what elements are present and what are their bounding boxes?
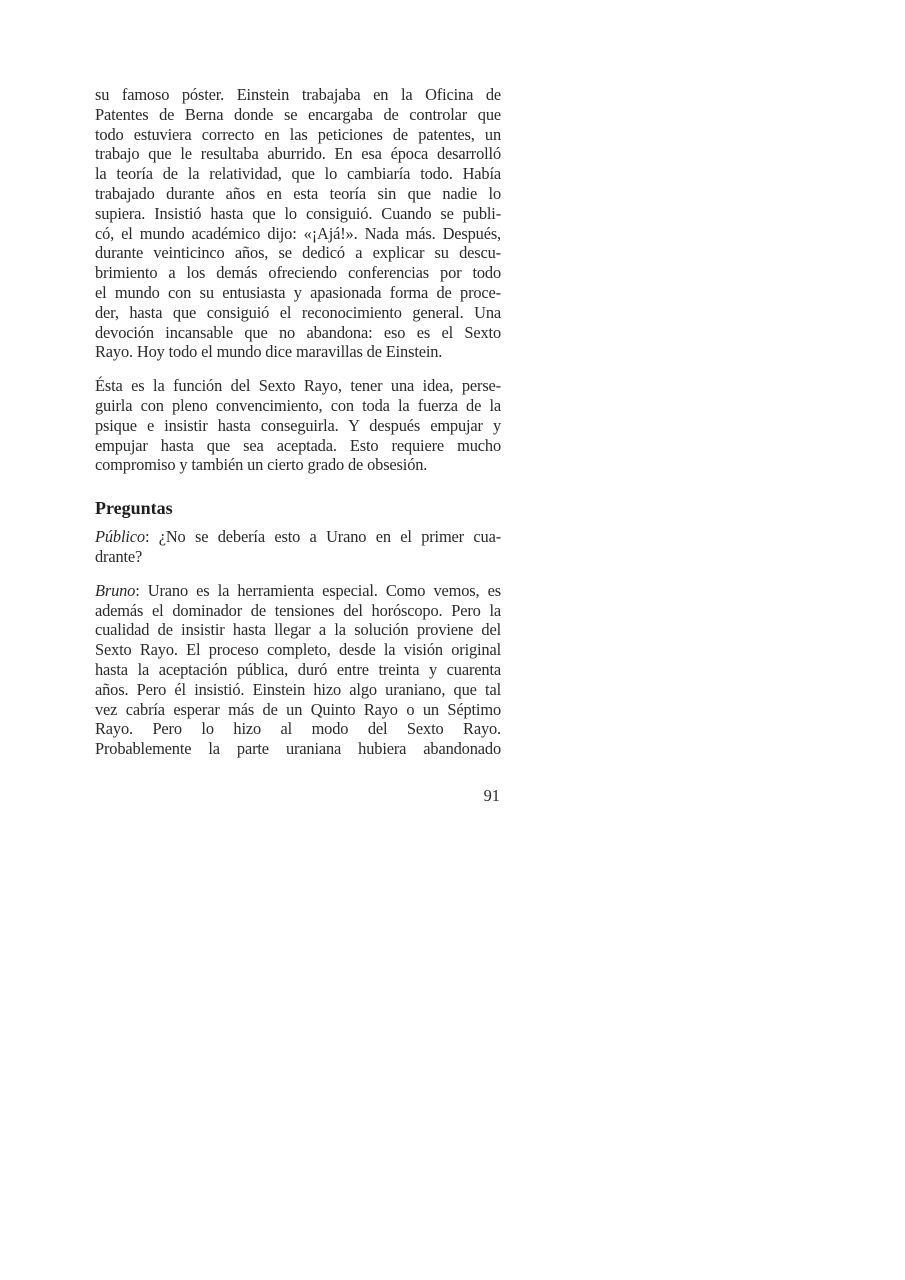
text-line: brimiento a los demás ofreciendo conferencias por todo xyxy=(95,263,501,283)
text-line xyxy=(95,527,501,547)
text-line: guirla con pleno convencimiento, con toda la fuerza de la xyxy=(95,395,501,415)
text-line: Ésta es la función del Sexto Rayo, tener una idea, perse- xyxy=(95,376,501,396)
text-line: hasta la aceptación pública, duró entre treinta y cuarenta xyxy=(95,659,501,679)
text-line: vez cabría esperar más de un Quinto Rayo o un Séptimo xyxy=(95,699,501,719)
paragraph-einstein xyxy=(95,85,501,362)
section-heading: Preguntas xyxy=(95,498,173,519)
text-line: su famoso póster. Einstein trabajaba en la Oficina de xyxy=(95,85,501,104)
text-line: cualidad de insistir hasta llegar a la solución proviene del xyxy=(95,620,501,640)
paragraph-spacer xyxy=(95,567,501,581)
text-line: empujar hasta que sea aceptada. Esto requiere mucho xyxy=(95,435,501,455)
text-line: además el dominador de tensiones del horóscopo. Pero la xyxy=(95,600,501,620)
text-line: psique e insistir hasta conseguirla. Y después empujar y xyxy=(95,415,501,435)
text-line: trabajo que le resultaba aburrido. En esa época desarrolló xyxy=(95,144,501,164)
text-line: Probablemente la parte uraniana hubiera abandonado xyxy=(95,739,501,759)
speaker-label: Bruno xyxy=(95,580,136,600)
paragraph-sixth-ray xyxy=(95,376,501,475)
paragraph-spacer xyxy=(95,362,501,376)
text-line: Sexto Rayo. El proceso completo, desde la visión original xyxy=(95,640,501,660)
text-line xyxy=(95,581,501,601)
page-body xyxy=(95,85,501,759)
text-line: drante? xyxy=(95,546,143,566)
text-line: supiera. Insistió hasta que lo consiguió. Cuando se publi- xyxy=(95,203,501,223)
speaker-label: Público xyxy=(95,527,145,547)
text-line: todo estuviera correcto en las peticiones de patentes, un xyxy=(95,124,501,144)
text-line: trabajado durante años en esta teoría sin que nadie lo xyxy=(95,183,501,203)
text-line: el mundo con su entusiasta y apasionada forma de proce- xyxy=(95,282,501,302)
question-text: : ¿No se debería esto a Urano en el primer cua- xyxy=(144,527,501,547)
text-line: devoción incansable que no abandona: eso es el Sexto xyxy=(95,322,501,342)
text-line: der, hasta que consiguió el reconocimiento general. Una xyxy=(95,302,501,322)
text-line: có, el mundo académico dijo: «¡Ajá!». Nada más. Después, xyxy=(95,223,501,243)
text-line: la teoría de la relatividad, que lo cambiaría todo. Había xyxy=(95,164,501,184)
text-line: durante veinticinco años, se dedicó a explicar su descu- xyxy=(95,243,501,263)
text-line: años. Pero él insistió. Einstein hizo algo uraniano, que tal xyxy=(95,679,501,699)
answer-text: : Urano es la herramienta especial. Como vemos, es xyxy=(135,580,501,600)
text-line: Rayo. Hoy todo el mundo dice maravillas de Einstein. xyxy=(95,342,443,362)
page-number: 91 xyxy=(483,786,500,805)
text-line: Rayo. Pero lo hizo al modo del Sexto Rayo. xyxy=(95,719,501,739)
question-paragraph xyxy=(95,527,501,567)
text-line: Patentes de Berna donde se encargaba de controlar que xyxy=(95,104,501,124)
answer-paragraph xyxy=(95,581,501,759)
text-line: compromiso y también un cierto grado de obsesión. xyxy=(95,455,428,475)
